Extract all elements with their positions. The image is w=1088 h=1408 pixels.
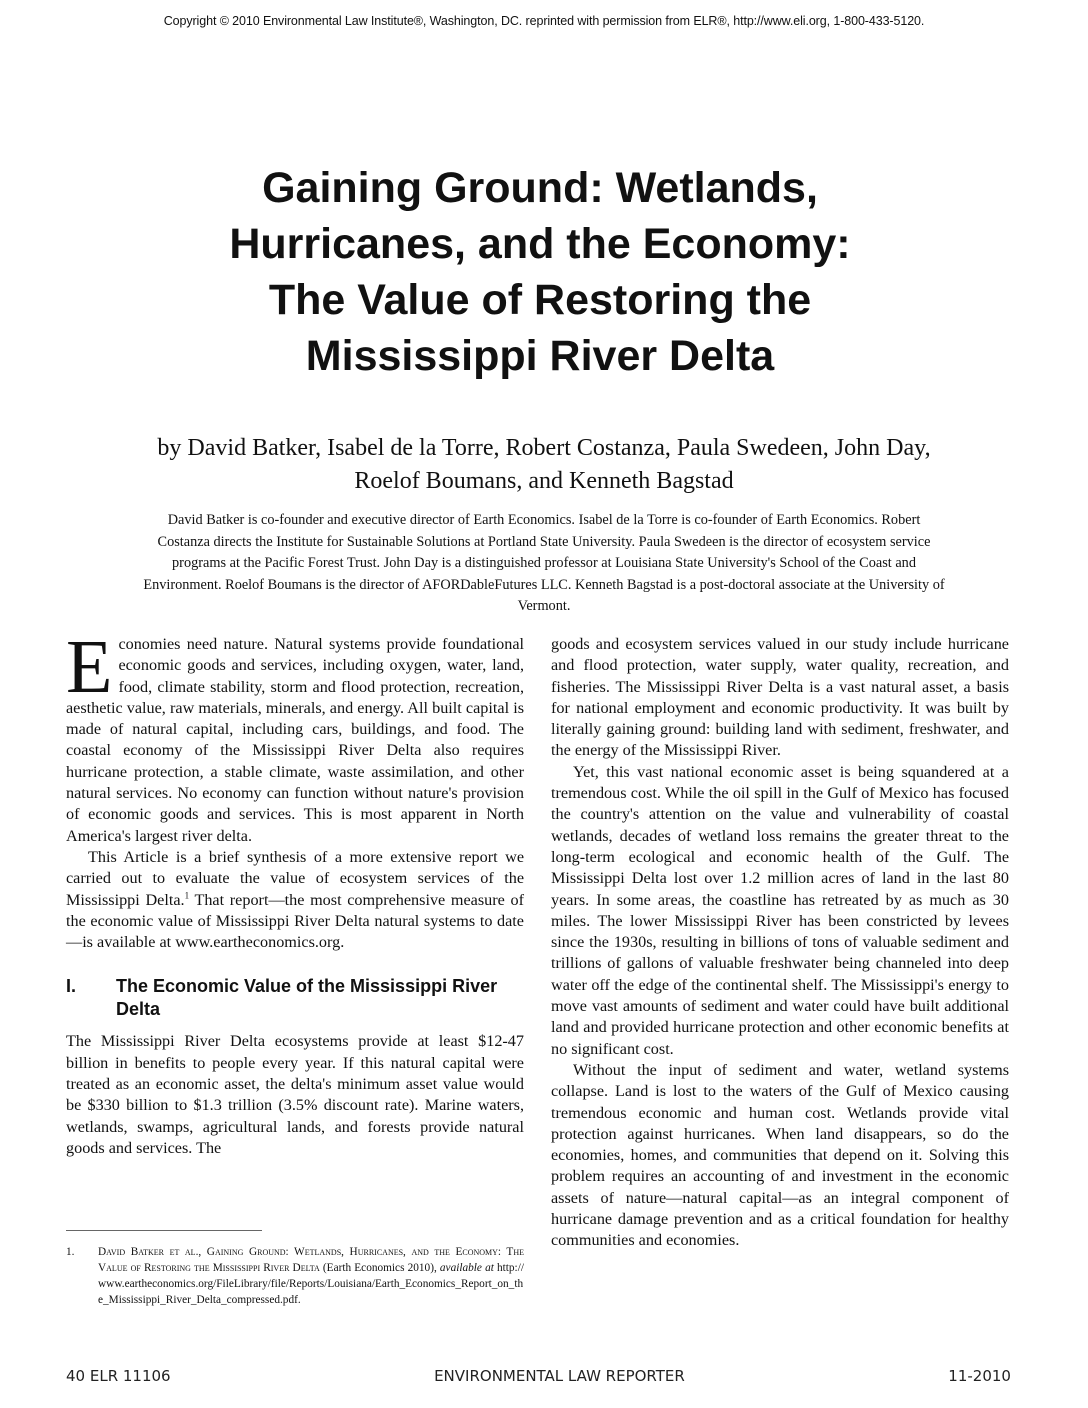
footnote-reference[interactable]: 1	[184, 890, 190, 901]
paragraph-text: This Article is a brief synthesis of a more extensive report we carried out to evaluate the value of ecosystem services of the Mississippi Delta.	[66, 847, 524, 909]
issue-date: 11-2010	[948, 1367, 1011, 1385]
paragraph	[66, 625, 524, 847]
title-line: Hurricanes, and the Economy:	[229, 220, 851, 268]
footnote-citation: David Batker et al., Gaining Ground: Wetlands, Hurricanes, and the Economy: The Value of Restoring the Mississippi River Delta	[98, 1246, 524, 1274]
page-number: 40 ELR 11106	[66, 1367, 171, 1385]
article-title	[100, 160, 980, 384]
footnote-divider	[66, 1230, 262, 1231]
title-line: Gaining Ground: Wetlands,	[262, 164, 818, 212]
drop-cap: E	[66, 625, 113, 709]
section-title: The Economic Value of the Mississippi River Delta	[116, 976, 498, 1020]
footnote-number: 1.	[66, 1246, 75, 1258]
footnote-publisher: (Earth Economics 2010),	[319, 1262, 440, 1274]
left-column	[66, 625, 525, 1159]
copyright-notice: Copyright © 2010 Environmental Law Institute®, Washington, DC. reprinted with permission from ELR®, http://www.eli.org, 1-800-433-5120.	[163, 14, 925, 28]
paragraph: goods and ecosystem services valued in our study include hurricane and flood protection, water supply, water quality, recreation, and fisheries. The Mississippi River Delta is a vast natural asset, a basis for national employment and economic productivity. It was built by literally gaining ground: building land with sediment, freshwater, and the energy of the Mississippi River.	[551, 635, 1009, 760]
paragraph: Without the input of sediment and water, wetland systems collapse. Land is lost to the waters of the Gulf of Mexico causing tremendous economic and human cost. Wetlands provide vital protection against hurricanes. When land disappears, so do the economies, homes, and communities that depend on it. Solving this problem requires an accounting of and investment in the economic assets of nature—natural capital—as an integral component of hurricane damage prevention and as a critical foundation for healthy communities and economies.	[551, 1060, 1009, 1250]
right-column	[551, 634, 1009, 1252]
page-footer	[66, 1367, 1011, 1385]
author-line: Roelof Boumans, and Kenneth Bagstad	[354, 468, 734, 494]
author-line: by David Batker, Isabel de la Torre, Robert Costanza, Paula Swedeen, John Day,	[157, 435, 931, 461]
title-line: The Value of Restoring the	[268, 276, 812, 324]
paragraph-text: conomies need nature. Natural systems provide foundational economic goods and services, including oxygen, water, land, food, climate stability, storm and flood protection, recreation, aesthetic value, raw materials, minerals, and energy. All built capital is made of natural capital, including cars, buildings, and food. The coastal economy of the Mississippi River Delta also requires hurricane protection, a stable climate, waste assimilation, and other natural services. No economy can function without nature's provision of economic goods and services. This is most apparent in North America's largest river delta.	[66, 635, 524, 845]
footnote	[66, 1244, 524, 1308]
journal-name: ENVIRONMENTAL LAW REPORTER	[434, 1367, 685, 1385]
author-bios: David Batker is co-founder and executive director of Earth Economics. Isabel de la Torre is co-founder of Earth Economics. Robert Costanza directs the Institute for Sustainable Solutions at Portland State University. Paula Swedeen is the director of ecosystem service programs at the Pacific Forest Trust. John Day is a distinguished professor at Louisiana State University's School of the Coast and Environment. Roelof Boumans is the director of AFORDableFutures LLC. Kenneth Bagstad is a post-doctoral associate at the University of Vermont.	[143, 512, 945, 614]
footnote-url[interactable]: http://www.eartheconomics.org/FileLibrary/file/Reports/Louisiana/Earth_Economics_Report_on_the_Mississippi_River_Delta_compressed.pdf.	[98, 1262, 524, 1306]
footnote-signal: available at	[439, 1262, 494, 1274]
author-byline	[60, 432, 1028, 498]
paragraph: The Mississippi River Delta ecosystems provide at least $12-47 billion in benefits to people every year. If this natural capital were treated as an economic asset, the delta's minimum asset value would be $330 billion to $1.3 trillion (3.5% discount rate). Marine waters, wetlands, swamps, agricultural lands, and forests provide natural goods and services. The	[66, 1032, 524, 1157]
section-number: I.	[66, 976, 77, 997]
title-line: Mississippi River Delta	[305, 332, 775, 380]
paragraph	[66, 847, 524, 953]
section-heading	[66, 975, 524, 1021]
footnote-text	[98, 1244, 524, 1308]
paragraph: Yet, this vast national economic asset is being squandered at a tremendous cost. While the oil spill in the Gulf of Mexico has focused the country's attention on the value and vulnerability of coastal wetlands, decades of wetland loss remains the greater threat to the long-term ecological and economic health of the Gulf. The Mississippi Delta lost over 1.2 million acres of land in the last 80 years. In some areas, the coastline has retreated by as much as 30 miles. The lower Mississippi River has been constricted by levees since the 1930s, resulting in billions of tons of valuable sediment and trillions of gallons of valuable freshwater being channeled into deep water off the edge of the continental shelf. The Mississippi's energy to move vast amounts of sediment and water could have built additional land and provided hurricane protection and other economic benefits at no significant cost.	[551, 762, 1009, 1058]
paragraph-text: That report—the most comprehensive measure of the economic value of Mississippi River Delta natural systems to date—is available at www.eartheconomics.org.	[66, 890, 525, 952]
